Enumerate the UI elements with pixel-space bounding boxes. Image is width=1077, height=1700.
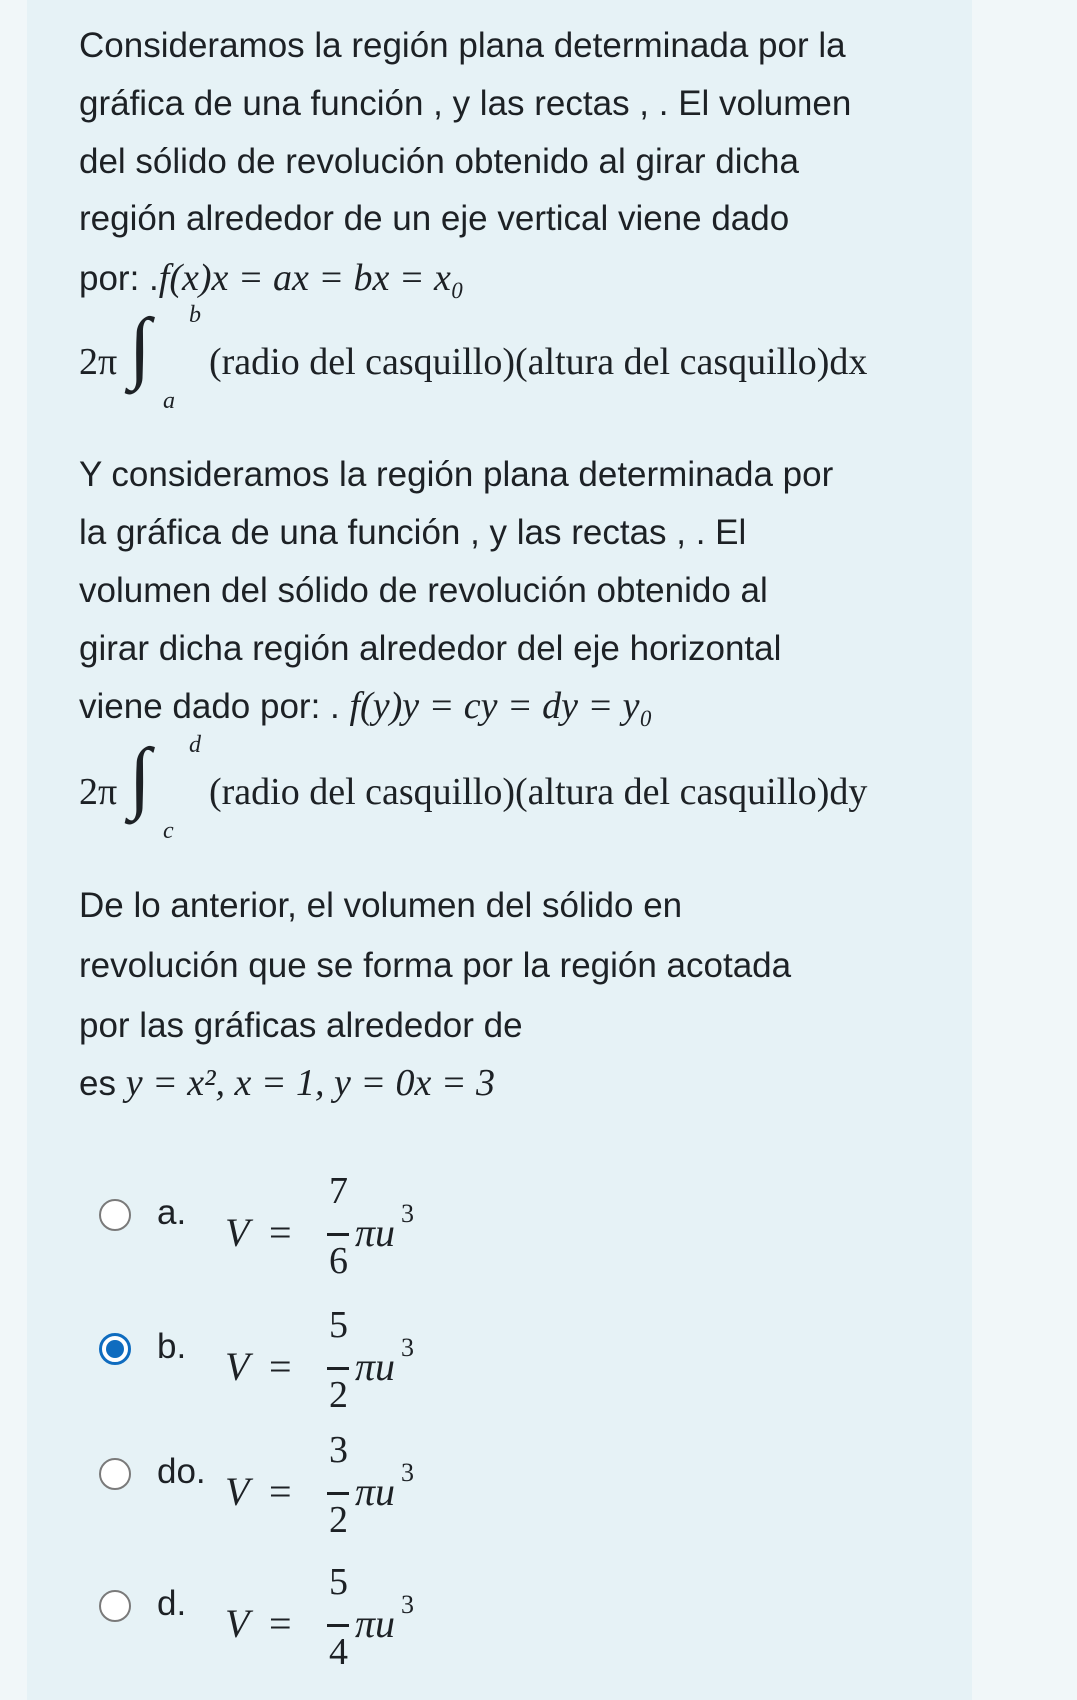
text-line: por las gráficas alrededor de xyxy=(79,1006,523,1045)
formula-equals: = xyxy=(269,1469,292,1514)
math-expression: f(y)y = cy = dy = y₀ xyxy=(349,685,653,727)
integral-coef: 2π xyxy=(79,771,118,813)
integral-lower: a xyxy=(163,388,175,414)
option-formula xyxy=(225,1429,525,1544)
option-formula xyxy=(225,1170,525,1285)
radio-button[interactable] xyxy=(99,1590,131,1622)
text-line xyxy=(79,686,653,727)
formula-equals: = xyxy=(269,1210,292,1255)
answer-option-b[interactable] xyxy=(99,1304,599,1416)
formula-lhs: V xyxy=(225,1344,250,1389)
text-prefix: es xyxy=(79,1064,116,1103)
text-line: De lo anterior, el volumen del sólido en xyxy=(79,886,683,925)
formula-exponent: 3 xyxy=(401,1199,414,1228)
integral-body: (radio del casquillo)(altura del casquillo)dx xyxy=(209,341,868,383)
fraction-numerator: 3 xyxy=(329,1429,348,1471)
answer-option-d[interactable] xyxy=(99,1561,599,1673)
integral-lower: c xyxy=(163,818,174,844)
option-label: d. xyxy=(157,1584,187,1623)
text-line xyxy=(79,1063,495,1104)
fraction-denominator: 6 xyxy=(329,1240,348,1282)
answer-option-c[interactable] xyxy=(99,1429,599,1541)
formula-tail: πu xyxy=(355,1210,396,1255)
answer-option-a[interactable] xyxy=(99,1170,599,1282)
text-line: girar dicha región alrededor del eje horizontal xyxy=(79,629,782,668)
fraction-bar xyxy=(327,1367,349,1370)
option-label: a. xyxy=(157,1193,187,1232)
radio-button-selected[interactable] xyxy=(99,1333,131,1365)
formula-tail: πu xyxy=(355,1601,396,1646)
integral-coef: 2π xyxy=(79,341,118,383)
integral-body: (radio del casquillo)(altura del casquillo)dy xyxy=(209,771,868,813)
text-line: Y consideramos la región plana determinada por xyxy=(79,455,834,494)
fraction-denominator: 2 xyxy=(329,1499,348,1541)
integral-sign: ∫ xyxy=(129,733,151,821)
formula-lhs: V xyxy=(225,1469,250,1514)
text-line: gráfica de una función , y las rectas , . El volumen xyxy=(79,84,852,123)
fraction-denominator: 4 xyxy=(329,1631,348,1673)
option-formula xyxy=(225,1304,525,1419)
fraction-numerator: 5 xyxy=(329,1561,348,1603)
math-expression: y = x², x = 1, y = 0x = 3 xyxy=(125,1062,495,1104)
formula-exponent: 3 xyxy=(401,1590,414,1619)
text-line xyxy=(79,258,464,299)
formula-lhs: V xyxy=(225,1601,250,1646)
text-line: Consideramos la región plana determinada por la xyxy=(79,26,846,65)
option-formula xyxy=(225,1561,525,1676)
formula-exponent: 3 xyxy=(401,1458,414,1487)
formula-equals: = xyxy=(269,1344,292,1389)
formula-tail: πu xyxy=(355,1469,396,1514)
math-expression: f(x)x = ax = bx = x₀ xyxy=(158,257,465,299)
fraction-denominator: 2 xyxy=(329,1374,348,1416)
text-line: región alrededor de un eje vertical viene dado xyxy=(79,199,790,238)
integral-upper: d xyxy=(189,732,201,758)
option-label: do. xyxy=(157,1452,206,1491)
fraction-numerator: 7 xyxy=(329,1170,348,1212)
text-line: la gráfica de una función , y las rectas , . El xyxy=(79,513,747,552)
fraction-bar xyxy=(327,1492,349,1495)
radio-button[interactable] xyxy=(99,1458,131,1490)
text-prefix: por: . xyxy=(79,259,159,298)
formula-lhs: V xyxy=(225,1210,250,1255)
text-line: del sólido de revolución obtenido al girar dicha xyxy=(79,142,799,181)
fraction-numerator: 5 xyxy=(329,1304,348,1346)
formula-equals: = xyxy=(269,1601,292,1646)
integral-upper: b xyxy=(189,302,201,328)
text-line: revolución que se forma por la región acotada xyxy=(79,946,792,985)
formula-exponent: 3 xyxy=(401,1333,414,1362)
option-label: b. xyxy=(157,1327,187,1366)
fraction-bar xyxy=(327,1624,349,1627)
integral-sign: ∫ xyxy=(129,303,151,391)
text-prefix: viene dado por: . xyxy=(79,687,340,726)
fraction-bar xyxy=(327,1233,349,1236)
formula-tail: πu xyxy=(355,1344,396,1389)
radio-button[interactable] xyxy=(99,1199,131,1231)
text-line: volumen del sólido de revolución obtenido al xyxy=(79,571,768,610)
